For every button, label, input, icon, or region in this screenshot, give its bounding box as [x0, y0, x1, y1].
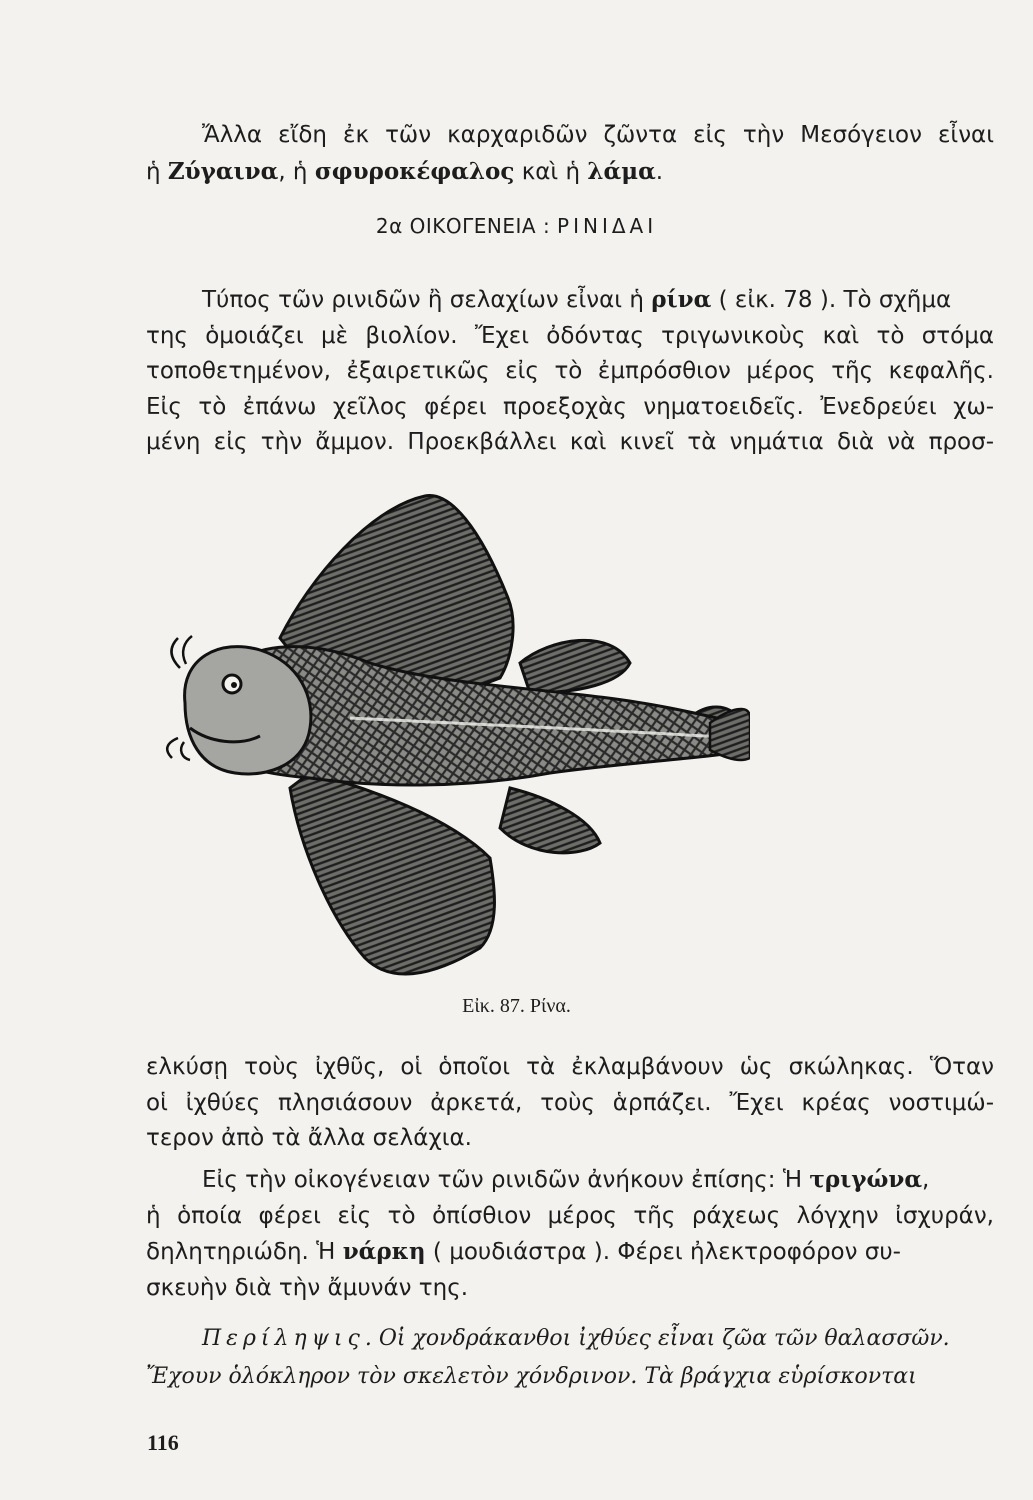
term-zygaina: Ζύγαινα: [167, 157, 279, 185]
text-fragment: ,: [922, 1167, 930, 1193]
text-fragment: καὶ ἡ: [514, 158, 588, 185]
paragraph-rina: [146, 282, 994, 461]
text-line: [146, 1320, 994, 1358]
text-fragment: δηλητηριώδη. Ἡ: [146, 1239, 343, 1265]
text-line: ἡ ὁποία φέρει εἰς τὸ ὀπίσθιον μέρος τῆς ράχεως λόγχην ἰσχυράν,: [146, 1202, 994, 1229]
text-line: [146, 154, 994, 191]
term-narki: νάρκη: [342, 1238, 426, 1265]
text-fragment: . Οἱ χονδράκανθοι ἰχθύες εἶναι ζῶα τῶν θαλασσῶν.: [364, 1326, 950, 1351]
text-line: μένη εἰς τὴν ἄμμον. Προεκβάλλει καὶ κινεῖ τὰ νημάτια διὰ νὰ προσ-: [146, 429, 994, 455]
text-line: ελκύσῃ τοὺς ἰχθῦς, οἱ ὁποῖοι τὰ ἐκλαμβάνουν ὡς σκώληκας. Ὅταν: [146, 1054, 994, 1080]
section-heading: [0, 214, 1033, 238]
text-line: [146, 282, 994, 319]
text-line: τοποθετημένον, ἐξαιρετικῶς εἰς τὸ ἐμπρόσθιον μέρος τῆς κεφαλῆς.: [146, 358, 994, 384]
text-line: Εἰς τὸ ἐπάνω χεῖλος φέρει προεξοχὰς νηματοειδεῖς. Ἐνεδρεύει χω-: [146, 393, 994, 420]
text-line: Ἄλλα εἴδη ἐκ τῶν καρχαριδῶν ζῶντα εἰς τὴν Μεσόγειον εἶναι: [202, 122, 994, 148]
text-fragment: Εἰς τὴν οἰκογένειαν τῶν ρινιδῶν ἀνήκουν ἐπίσης: Ἡ: [202, 1167, 810, 1193]
term-rina: ρίνα: [651, 286, 712, 313]
heading-family-name: ΡΙΝΙΔΑΙ: [557, 214, 658, 238]
paragraph-prey: [146, 1050, 994, 1157]
figure-caption: Εἰκ. 87. Ρίνα.: [462, 995, 571, 1017]
text-fragment: .: [655, 158, 664, 185]
paragraph-family-members: [146, 1162, 994, 1306]
text-line: Ἔχουν ὁλόκληρον τὸν σκελετὸν χόνδρινον. Τὰ βράγχια εὑρίσκονται: [146, 1364, 917, 1389]
text-line: οἱ ἰχθύες πλησιάσουν ἀρκετά, τοὺς ἁρπάζει. Ἔχει κρέας νοστιμώ-: [146, 1089, 994, 1116]
text-fragment: ( εἰκ. 78 ). Τὸ σχῆμα: [711, 287, 952, 313]
page-number: 116: [147, 1430, 179, 1455]
text-fragment: ( μουδιάστρα ). Φέρει ἠλεκτροφόρον συ-: [425, 1239, 901, 1265]
text-line: τερον ἀπὸ τὰ ἄλλα σελάχια.: [146, 1125, 472, 1151]
text-fragment: ἡ: [146, 158, 168, 185]
paragraph-sharks: [146, 118, 994, 190]
text-line: της ὁμοιάζει μὲ βιολίον. Ἔχει ὀδόντας τριγωνικοὺς καὶ τὸ στόμα: [146, 322, 994, 349]
summary-paragraph: [146, 1320, 994, 1396]
summary-label: Περίληψις: [202, 1326, 365, 1351]
text-line: σκευὴν διὰ τὴν ἄμυνάν της.: [146, 1274, 469, 1301]
text-line: [146, 1234, 994, 1271]
term-trigona: τριγώνα: [809, 1166, 923, 1193]
term-sfyrokefalos: σφυροκέφαλος: [314, 157, 515, 185]
term-lama: λάμα: [587, 157, 656, 185]
text-fragment: , ἡ: [278, 158, 315, 185]
text-fragment: Τύπος τῶν ρινιδῶν ἢ σελαχίων εἶναι ἡ: [202, 287, 652, 313]
heading-prefix: 2α ΟΙΚΟΓΕΝΕΙΑ :: [375, 214, 558, 238]
text-line: [146, 1162, 994, 1199]
angel-shark-illustration: [150, 488, 750, 988]
